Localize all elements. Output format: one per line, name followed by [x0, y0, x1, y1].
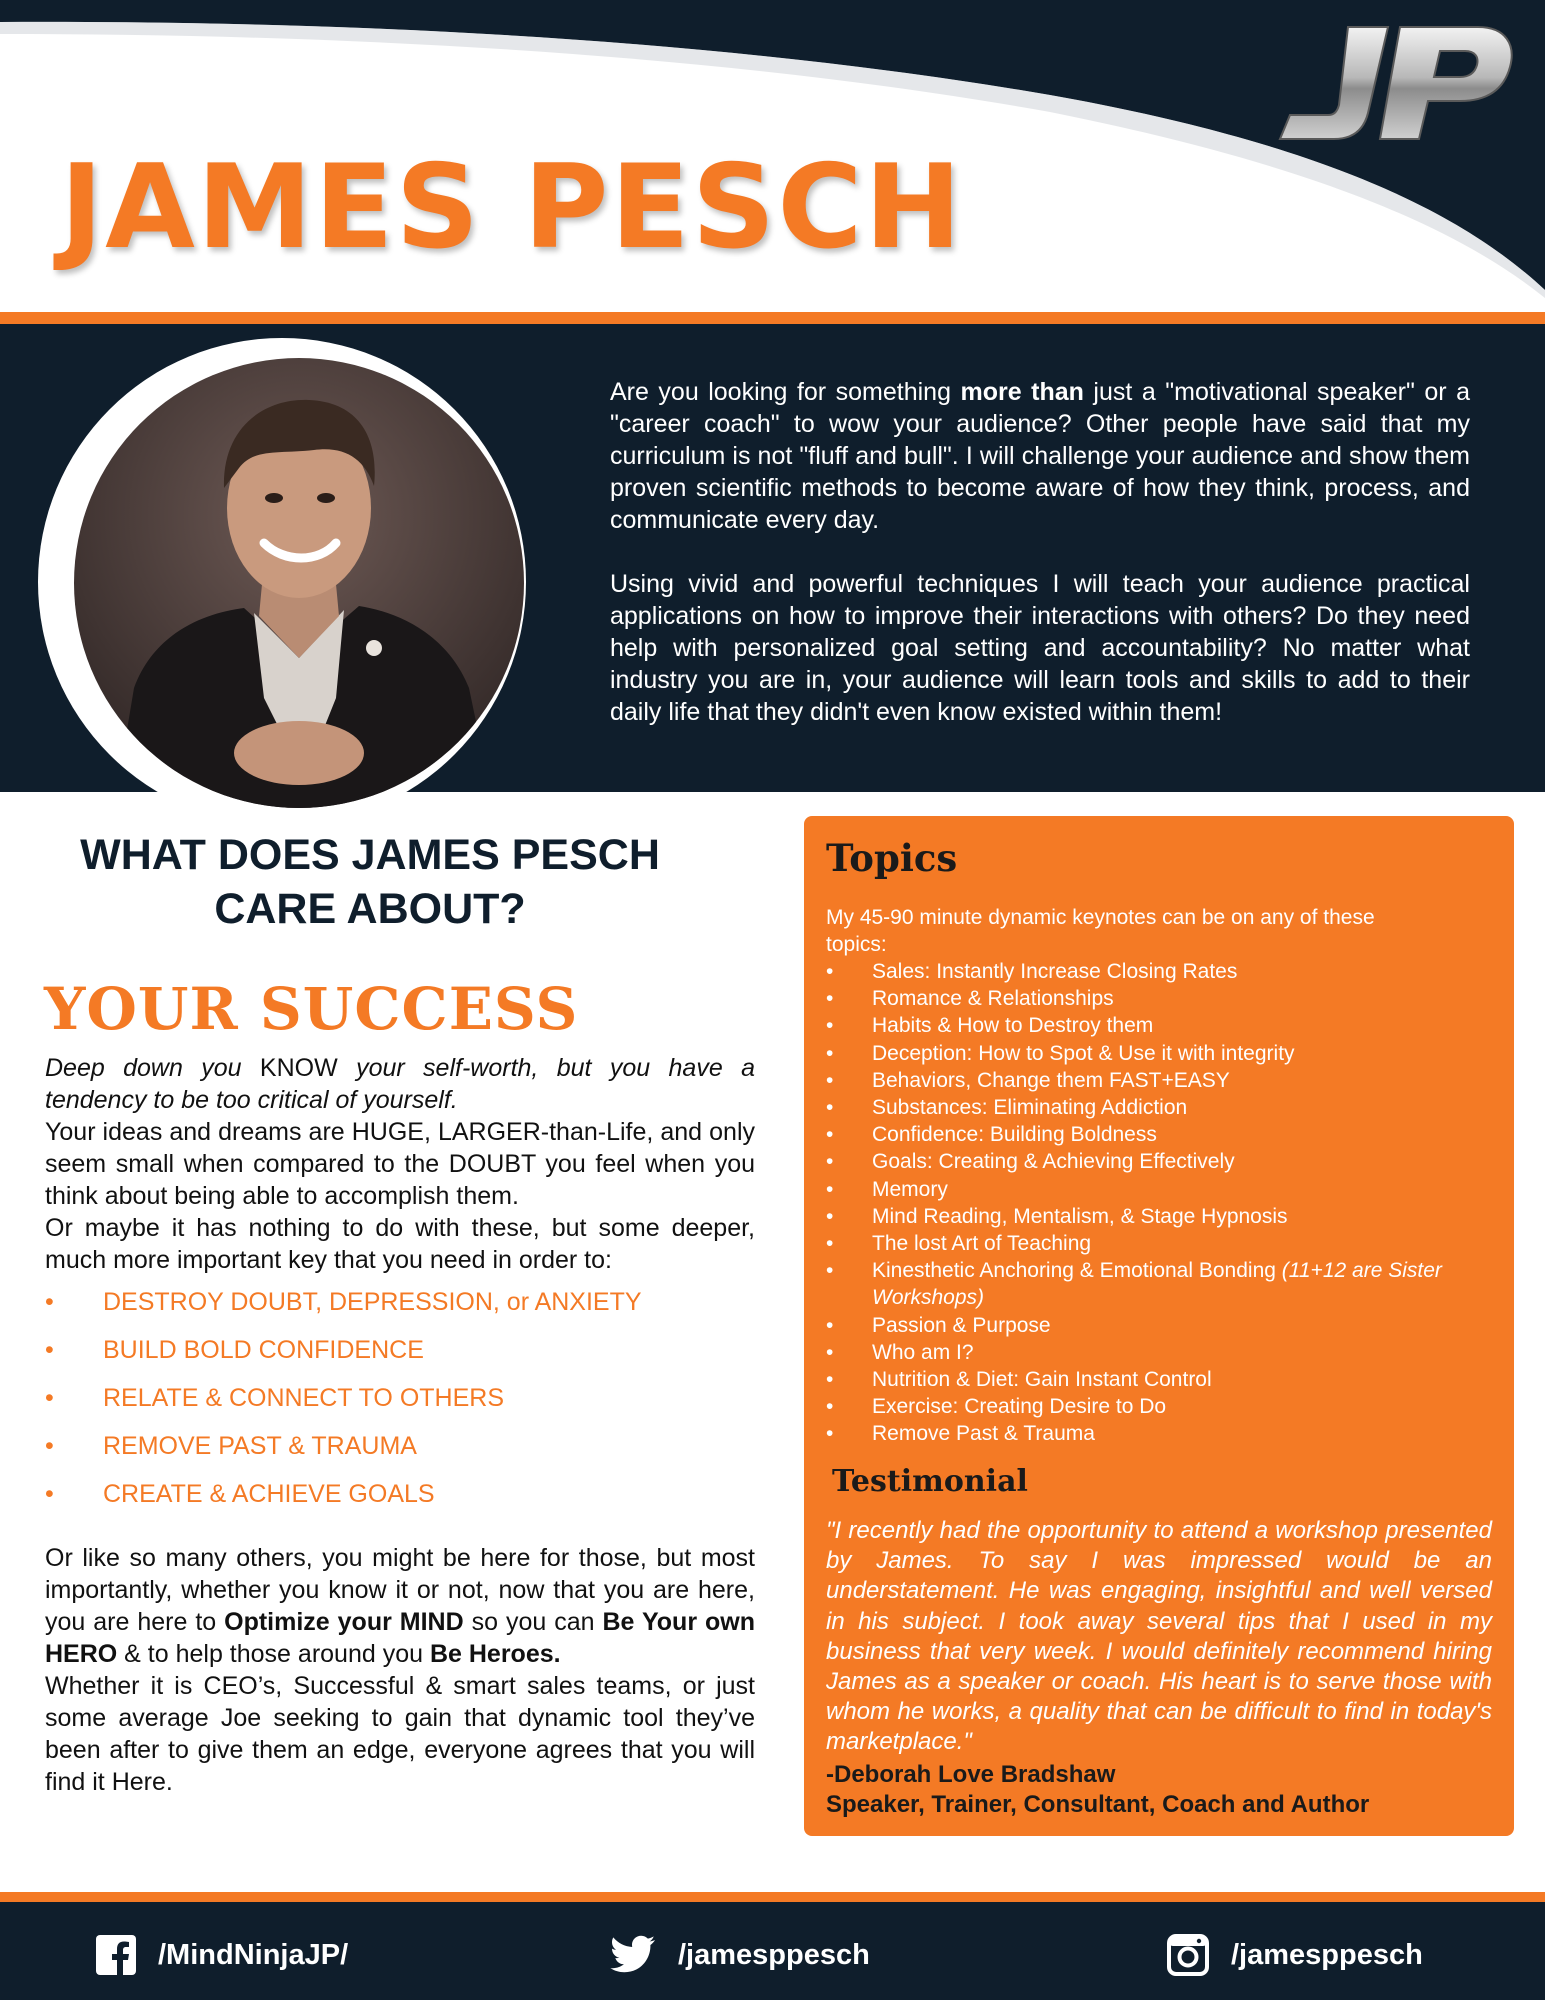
topic-text: Romance & Relationships [872, 987, 1114, 1011]
list-item [826, 1148, 1486, 1175]
topics-heading: Topics [826, 836, 958, 880]
goals-list [45, 1286, 745, 1526]
bullet: • [826, 1014, 834, 1038]
jp-logo-icon [1270, 15, 1520, 150]
footer-divider [0, 1892, 1545, 1902]
twitter-link[interactable] [610, 1930, 870, 1980]
list-item [826, 1203, 1486, 1230]
bullet: • [45, 1288, 54, 1316]
goal-text: RELATE & CONNECT TO OTHERS [103, 1384, 505, 1412]
list-item [826, 985, 1486, 1012]
bullet: • [45, 1480, 54, 1508]
optimize-mind: Optimize your MIND [224, 1608, 464, 1636]
instagram-icon [1167, 1934, 1209, 1976]
paragraph-self-worth [45, 1052, 755, 1116]
list-item [45, 1286, 745, 1334]
topic-text: Goals: Creating & Achieving Effectively [872, 1150, 1235, 1174]
bullet: • [826, 1422, 834, 1446]
paragraph-deeper-key: Or maybe it has nothing to do with these, but some deeper, much more important key that you need in order to: [45, 1214, 755, 1274]
topics-list [826, 958, 1486, 1448]
left-body-text-2 [45, 1542, 755, 1798]
intro-paragraph-1 [610, 376, 1470, 536]
bullet: • [826, 1123, 834, 1147]
twitter-handle: /jamesppesch [678, 1938, 870, 1971]
list-item [826, 1040, 1486, 1067]
goal-text: BUILD BOLD CONFIDENCE [103, 1336, 424, 1364]
topic-text: Deception: How to Spot & Use it with integrity [872, 1041, 1295, 1065]
your-success-heading: YOUR SUCCESS [44, 975, 579, 1043]
list-item [826, 1339, 1486, 1366]
list-item [45, 1478, 745, 1526]
list-item [826, 1257, 1486, 1311]
optimize-mid-2: & to help those around you [117, 1640, 430, 1668]
be-heroes: Be Heroes. [429, 1640, 561, 1668]
header-divider [0, 312, 1545, 324]
topic-text: Memory [872, 1177, 948, 1201]
sister-workshops-note: (11+12 are Sister Workshops) [872, 1259, 1442, 1310]
goal-text: REMOVE PAST & TRAUMA [103, 1432, 417, 1460]
page-title: JAMES PESCH [60, 140, 964, 275]
paragraph-dreams: Your ideas and dreams are HUGE, LARGER-than-Life, and only seem small when compared to the DOUBT you feel when you think about being able to accomplish them. [45, 1118, 755, 1210]
topic-text: Habits & How to Destroy them [872, 1014, 1154, 1038]
list-item [826, 958, 1486, 985]
list-item [826, 1393, 1486, 1420]
bullet: • [826, 1150, 834, 1174]
bullet: • [45, 1336, 54, 1364]
intro-p1-emphasis: more than [960, 378, 1084, 406]
facebook-link[interactable] [96, 1930, 348, 1980]
bullet: • [826, 1068, 834, 1092]
section-heading-line-1: WHAT DOES JAMES PESCH [80, 831, 660, 879]
self-worth-know: KNOW [259, 1054, 338, 1082]
topic-text: Remove Past & Trauma [872, 1422, 1095, 1446]
bullet: • [826, 960, 834, 983]
testimonial-author-name: -Deborah Love Bradshaw [826, 1761, 1116, 1788]
list-item [826, 1067, 1486, 1094]
be-your-own-hero: Be Your own HERO [45, 1608, 755, 1668]
bullet: • [826, 1395, 834, 1419]
list-item [826, 1176, 1486, 1203]
list-item [826, 1094, 1486, 1121]
bullet: • [826, 1204, 834, 1228]
goal-text: CREATE & ACHIEVE GOALS [103, 1480, 435, 1508]
testimonial-author-title: Speaker, Trainer, Consultant, Coach and Author [826, 1791, 1370, 1818]
bullet: • [826, 1096, 834, 1120]
intro-paragraph-2: Using vivid and powerful techniques I will teach your audience practical applications on how to improve their interactions with others? Do they need help with personalized goal setting and accountability? No matter what industry you are in, your audience will learn tools and skills to add to their daily life that they didn't even know existed within them! [610, 570, 1470, 726]
topic-text: Passion & Purpose [872, 1313, 1051, 1337]
list-item [826, 1230, 1486, 1257]
topic-text: Confidence: Building Boldness [872, 1123, 1157, 1147]
list-item [826, 1121, 1486, 1148]
topic-text: Substances: Eliminating Addiction [872, 1096, 1188, 1120]
topic-text: Kinesthetic Anchoring & Emotional Bonding [872, 1259, 1282, 1283]
testimonial-author [826, 1760, 1369, 1820]
facebook-icon [96, 1935, 136, 1975]
list-item [826, 1012, 1486, 1039]
goal-text: DESTROY DOUBT, DEPRESSION, or ANXIETY [103, 1288, 642, 1316]
list-item [826, 1366, 1486, 1393]
headshot-illustration [74, 358, 524, 808]
bullet: • [826, 1177, 834, 1201]
bullet: • [826, 1313, 834, 1337]
facebook-handle: /MindNinjaJP/ [158, 1938, 349, 1971]
list-item [826, 1420, 1486, 1447]
paragraph-optimize [45, 1542, 755, 1670]
list-item [826, 1312, 1486, 1339]
bullet: • [826, 1340, 834, 1364]
testimonial-heading: Testimonial [832, 1464, 1028, 1499]
topic-text: Who am I? [872, 1340, 974, 1364]
bullet: • [826, 1368, 834, 1392]
intro-p1-rest: just a "motivational speaker" or a "career coach" to wow your audience? Other people have said that my curriculum is not "fluff and bull". I will challenge your audience and show them proven scientific methods to become aware of how they think, process, and communicate every day. [610, 378, 1470, 534]
optimize-mid: so you can [463, 1608, 603, 1636]
left-body-text [45, 1052, 755, 1276]
testimonial-quote: "I recently had the opportunity to attend a workshop presented by James. To say I was impressed would be an understatement. He was engaging, insightful and well versed in his subject. I took away several tips that I used in my business that very week. I would definitely recommend hiring James as a speaker or coach. His heart is to serve those with whom he works, a quality that can be difficult to find in today's marketplace." [826, 1517, 1492, 1756]
section-heading-line-2: CARE ABOUT? [214, 885, 526, 933]
topics-intro: My 45-90 minute dynamic keynotes can be on any of these topics: [826, 906, 1375, 956]
section-heading [40, 828, 700, 936]
bullet: • [826, 1041, 834, 1065]
list-item [45, 1334, 745, 1382]
topic-text: Sales: Instantly Increase Closing Rates [872, 960, 1238, 983]
self-worth-start: Deep down you [45, 1054, 260, 1082]
topic-text: Nutrition & Diet: Gain Instant Control [872, 1368, 1212, 1392]
topic-text: The lost Art of Teaching [872, 1232, 1092, 1256]
optimize-start: Or like so many others, you might be here for those, but most importantly, whether you know it or not, now that you are here, you are here to [45, 1544, 755, 1636]
topic-text: Mind Reading, Mentalism, & Stage Hypnosis [872, 1204, 1288, 1228]
paragraph-find-it-here: Whether it is CEO’s, Successful & smart sales teams, or just some average Joe seeking to gain that dynamic tool they’ve been after to give them an edge, everyone agrees that you will find it Here. [45, 1672, 755, 1796]
headshot-photo [74, 358, 524, 808]
bullet: • [45, 1384, 54, 1412]
topic-text: Exercise: Creating Desire to Do [872, 1395, 1167, 1419]
instagram-handle: /jamesppesch [1231, 1938, 1423, 1971]
bullet: • [826, 1232, 834, 1256]
bullet: • [826, 1259, 834, 1283]
bullet: • [826, 987, 834, 1011]
instagram-link[interactable] [1167, 1930, 1423, 1980]
list-item [45, 1430, 745, 1478]
intro-p1-start: Are you looking for something [610, 378, 961, 406]
self-worth-rest: your self-worth, but you have a tendency to be too critical of yourself. [45, 1054, 755, 1114]
list-item [45, 1382, 745, 1430]
bullet: • [45, 1432, 54, 1460]
twitter-icon [610, 1935, 656, 1975]
intro-text [610, 376, 1470, 760]
topics-panel [804, 816, 1514, 1836]
topic-text: Behaviors, Change them FAST+EASY [872, 1068, 1230, 1092]
